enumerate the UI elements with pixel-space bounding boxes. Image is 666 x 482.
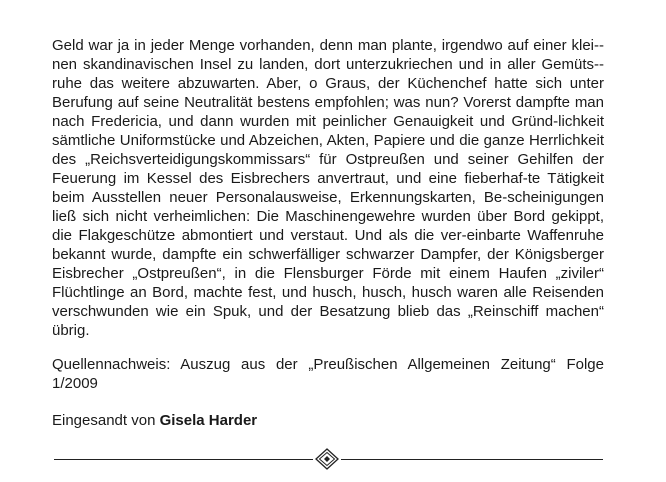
divider-rule-left	[54, 459, 313, 460]
diamond-ornament-icon	[315, 448, 339, 470]
sender-line	[52, 411, 604, 430]
article	[52, 36, 604, 430]
sender-name: Gisela Harder	[159, 412, 258, 429]
divider-rule-right	[341, 459, 603, 460]
section-divider	[54, 448, 603, 470]
sender-prefix: Eingesandt von	[52, 412, 160, 429]
source-note: Quellennachweis: Auszug aus der „Preußischen Allgemeinen Zeitung“ Folge 1/2009	[52, 356, 604, 392]
article-body: Geld war ja in jeder Menge vorhanden, denn man plante, irgendwo auf einer klei-nen skandinavischen Insel zu landen, dort unterzukriechen und in aller Gemüts-ruhe das weitere abzuwarten. Aber, o Graus, der Küchenchef hatte sich unter Berufung auf seine Neutralität bestens empfohlen; was nun? Vorerst dampfte man nach Fredericia, und dann wurden mit peinlicher Genauigkeit und Gründ-lichkeit sämtliche Uniformstücke und Abzeichen, Akten, Papiere und die ganze Herrlichkeit des „Reichsverteidigungskommissars“ für Ostpreußen und seiner Gehilfen der Feuerung im Kessel des Eisbrechers anvertraut, und eine fieberhaf-te Tätigkeit beim Ausstellen neuer Personalausweise, Erkennungskarten, Be-scheinigungen ließ sich nicht verheimlichen: Die Maschinengewehre wurden über Bord gekippt, die Flakgeschütze abmontiert und verstaut. Und als die ver-einbarte Waffenruhe bekannt wurde, dampfte ein schwerfälliger schwarzer Dampfer, der Königsberger Eisbrecher „Ostpreußen“, in die Flensburger Förde mit einem Haufen „ziviler“ Flüchtlinge an Bord, machte fest, und husch, husch, husch waren alle Reisenden verschwunden wie ein Spuk, und der Besatzung blieb das „Reinschiff machen“ übrig.	[52, 37, 604, 339]
